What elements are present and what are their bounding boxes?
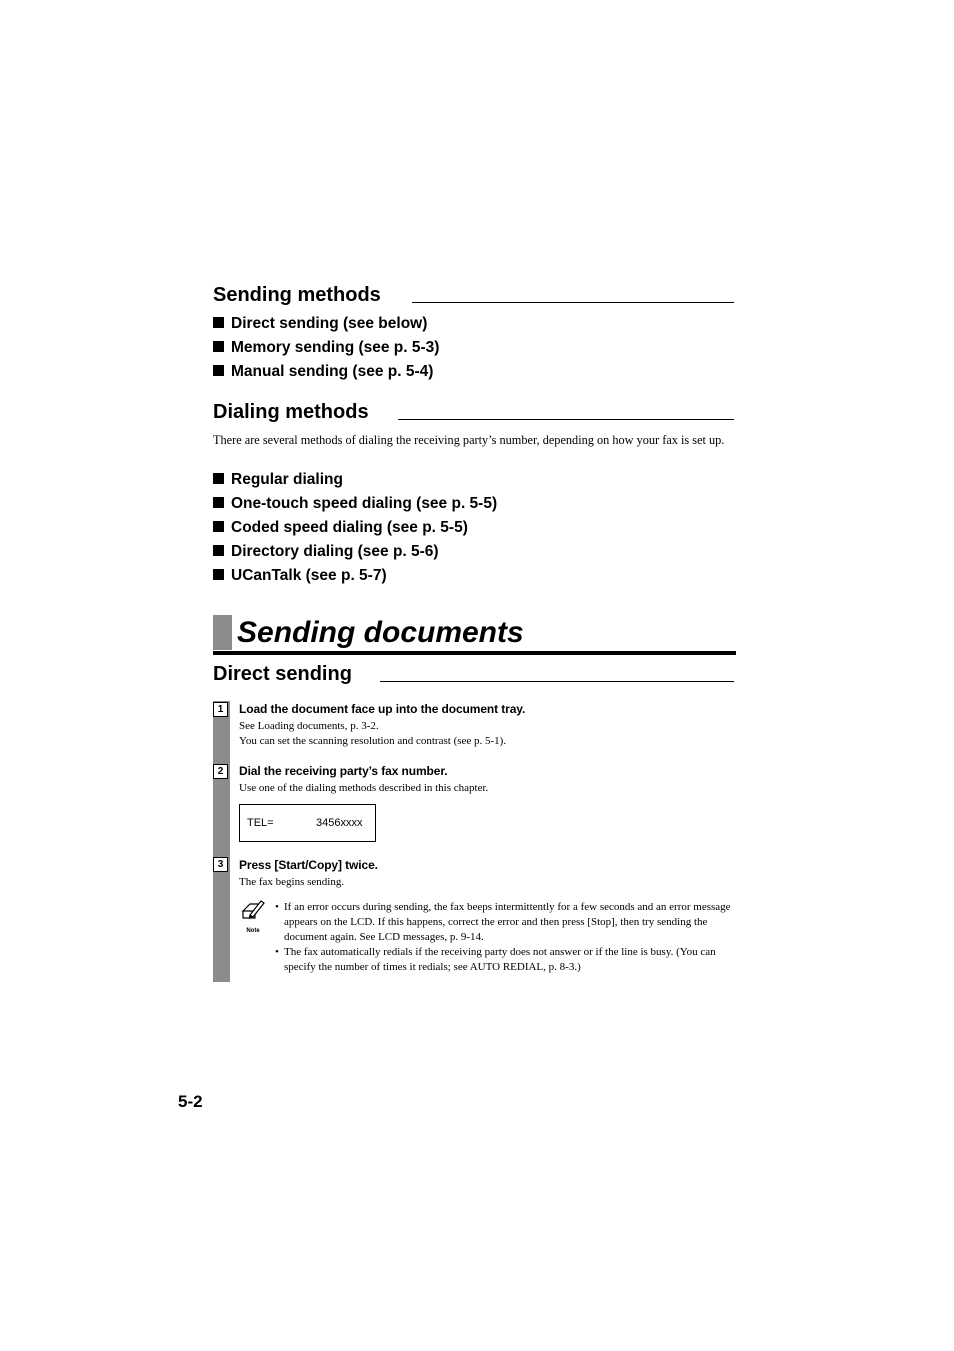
square-bullet-icon <box>213 497 224 508</box>
pencil-note-icon <box>240 899 266 923</box>
step-number: 2 <box>213 764 228 779</box>
note-icon <box>240 899 266 934</box>
list-item: UCanTalk (see p. 5-7) <box>213 566 387 586</box>
step-text: See Loading documents, p. 3-2. <box>239 720 379 732</box>
dialing-methods-heading: Dialing methods <box>213 401 369 423</box>
step-number: 1 <box>213 702 228 717</box>
note-bullet: • <box>275 901 279 913</box>
square-bullet-icon <box>213 521 224 532</box>
list-item: One-touch speed dialing (see p. 5-5) <box>213 494 497 514</box>
title-rule <box>213 651 736 655</box>
lcd-label: TEL= <box>247 817 274 829</box>
heading-rule <box>380 681 734 682</box>
direct-sending-heading: Direct sending <box>213 663 352 685</box>
list-item: Direct sending (see below) <box>213 314 427 334</box>
step-title: Press [Start/Copy] twice. <box>239 858 378 872</box>
square-bullet-icon <box>213 473 224 484</box>
square-bullet-icon <box>213 569 224 580</box>
list-item: Memory sending (see p. 5-3) <box>213 338 439 358</box>
square-bullet-icon <box>213 317 224 328</box>
step-title: Load the document face up into the document tray. <box>239 702 526 716</box>
square-bullet-icon <box>213 365 224 376</box>
note-text: If an error occurs during sending, the fax beeps intermittently for a few seconds and an error message appears on the LCD. If this happens, correct the error and then press [Stop], then try sending the document again. See LCD messages, p. 9-14. <box>284 901 731 944</box>
heading-rule <box>398 419 734 420</box>
step-sidebar <box>213 701 230 982</box>
step-text: The fax begins sending. <box>239 876 345 888</box>
step-number: 3 <box>213 857 228 872</box>
list-item: Regular dialing <box>213 470 343 490</box>
step-text: You can set the scanning resolution and contrast (see p. 5-1). <box>239 735 507 747</box>
square-bullet-icon <box>213 341 224 352</box>
sending-methods-heading: Sending methods <box>213 284 381 306</box>
dialing-intro: There are several methods of dialing the receiving party’s number, depending on how your fax is set up. <box>213 433 725 447</box>
page-title: Sending documents <box>237 616 524 649</box>
list-item: Coded speed dialing (see p. 5-5) <box>213 518 468 538</box>
heading-rule <box>412 302 734 303</box>
list-item: Directory dialing (see p. 5-6) <box>213 542 439 562</box>
list-item: Manual sending (see p. 5-4) <box>213 362 433 382</box>
step-text: Use one of the dialing methods described in this chapter. <box>239 782 489 794</box>
lcd-value: 3456xxxx <box>316 817 363 829</box>
step-title: Dial the receiving party’s fax number. <box>239 764 448 778</box>
page-number: 5-2 <box>178 1092 203 1111</box>
note-label: Note <box>246 928 260 934</box>
square-bullet-icon <box>213 545 224 556</box>
note-text: The fax automatically redials if the receiving party does not answer or if the line is busy. (You can specify the number of times it redials; see AUTO REDIAL, p. 8-3.) <box>284 946 716 974</box>
lcd-display <box>239 804 376 842</box>
title-marker-bar <box>213 615 232 650</box>
note-bullet: • <box>275 946 279 958</box>
